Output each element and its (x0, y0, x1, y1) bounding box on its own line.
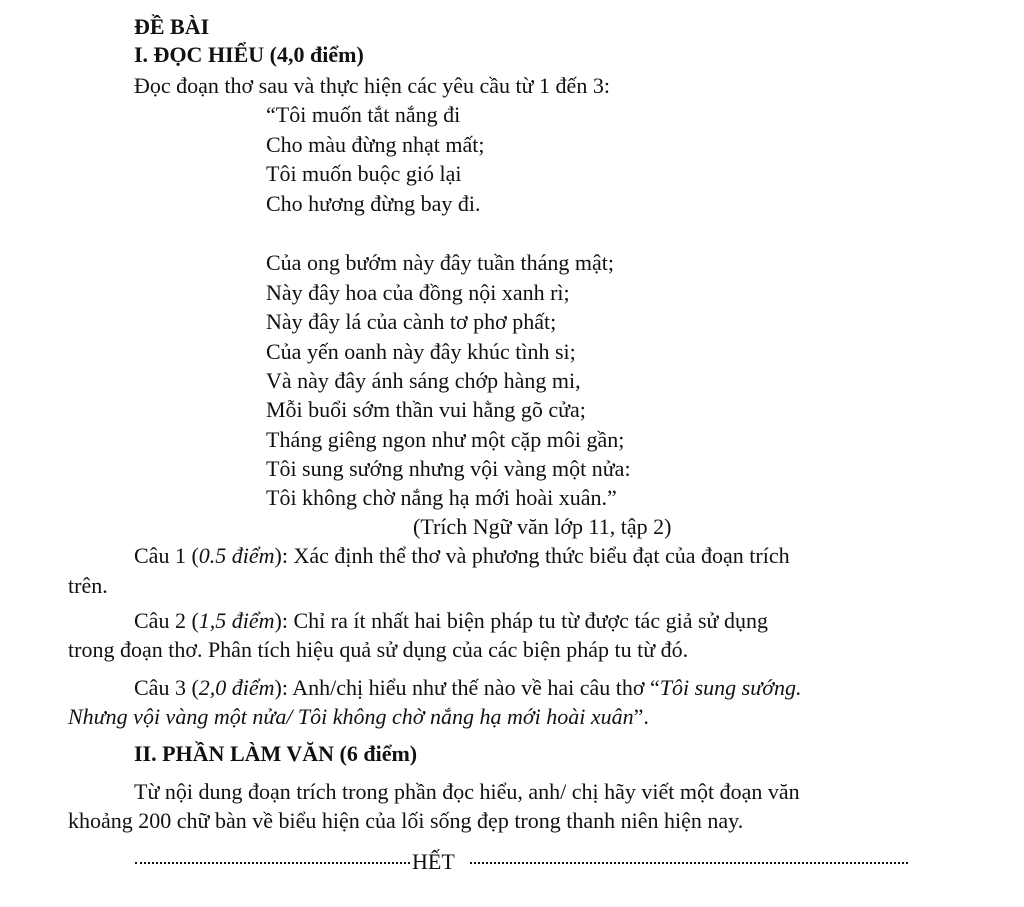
poem-line: Mỗi buổi sớm thần vui hằng gõ cửa; (266, 397, 586, 422)
part2-prompt-continued: khoảng 200 chữ bàn về biểu hiện của lối sống đẹp trong thanh niên hiện nay. (68, 808, 744, 833)
poem-line: Cho hương đừng bay đi. (266, 191, 481, 216)
poem-line: Này đây hoa của đồng nội xanh rì; (266, 280, 570, 305)
part1-title: I. ĐỌC HIỂU (4,0 điểm) (134, 42, 364, 67)
poem-line: Của yến oanh này đây khúc tình si; (266, 339, 576, 364)
poem-line: Tôi không chờ nắng hạ mới hoài xuân.” (266, 485, 617, 510)
question-3: Câu 3 (2,0 điểm): Anh/chị hiểu như thế nào về hai câu thơ “Tôi sung sướng. (134, 675, 802, 700)
poem-line: Của ong bướm này đây tuần tháng mật; (266, 250, 614, 275)
poem-source: (Trích Ngữ văn lớp 11, tập 2) (413, 514, 672, 539)
question-2: Câu 2 (1,5 điểm): Chỉ ra ít nhất hai biện pháp tu từ được tác giả sử dụng (134, 608, 768, 633)
question-1-continued: trên. (68, 573, 108, 598)
question-1: Câu 1 (0.5 điểm): Xác định thể thơ và phương thức biểu đạt của đoạn trích (134, 543, 790, 568)
part2-prompt: Từ nội dung đoạn trích trong phần đọc hiểu, anh/ chị hãy viết một đoạn văn (134, 779, 800, 804)
poem-line: Cho màu đừng nhạt mất; (266, 132, 485, 157)
question-3-continued: Nhưng vội vàng một nửa/ Tôi không chờ nắng hạ mới hoài xuân”. (68, 704, 649, 729)
poem-line: Và này đây ánh sáng chớp hàng mi, (266, 368, 581, 393)
poem-line: Tháng giêng ngon như một cặp môi gần; (266, 427, 625, 452)
question-2-continued: trong đoạn thơ. Phân tích hiệu quả sử dụng của các biện pháp tu từ đó. (68, 637, 689, 662)
poem-line: Tôi sung sướng nhưng vội vàng một nửa: (266, 456, 631, 481)
end-label: HẾT (412, 849, 455, 874)
part2-title: II. PHẦN LÀM VĂN (6 điểm) (134, 741, 418, 766)
dotted-leader-right (470, 862, 908, 864)
poem-line: Này đây lá của cành tơ phơ phất; (266, 309, 557, 334)
exam-heading: ĐỀ BÀI (134, 14, 210, 39)
part1-instruction: Đọc đoạn thơ sau và thực hiện các yêu cầu từ 1 đến 3: (134, 73, 610, 98)
dotted-leader-left (135, 862, 410, 864)
poem-line: Tôi muốn buộc gió lại (266, 161, 462, 186)
poem-line: “Tôi muốn tắt nắng đi (266, 102, 461, 127)
